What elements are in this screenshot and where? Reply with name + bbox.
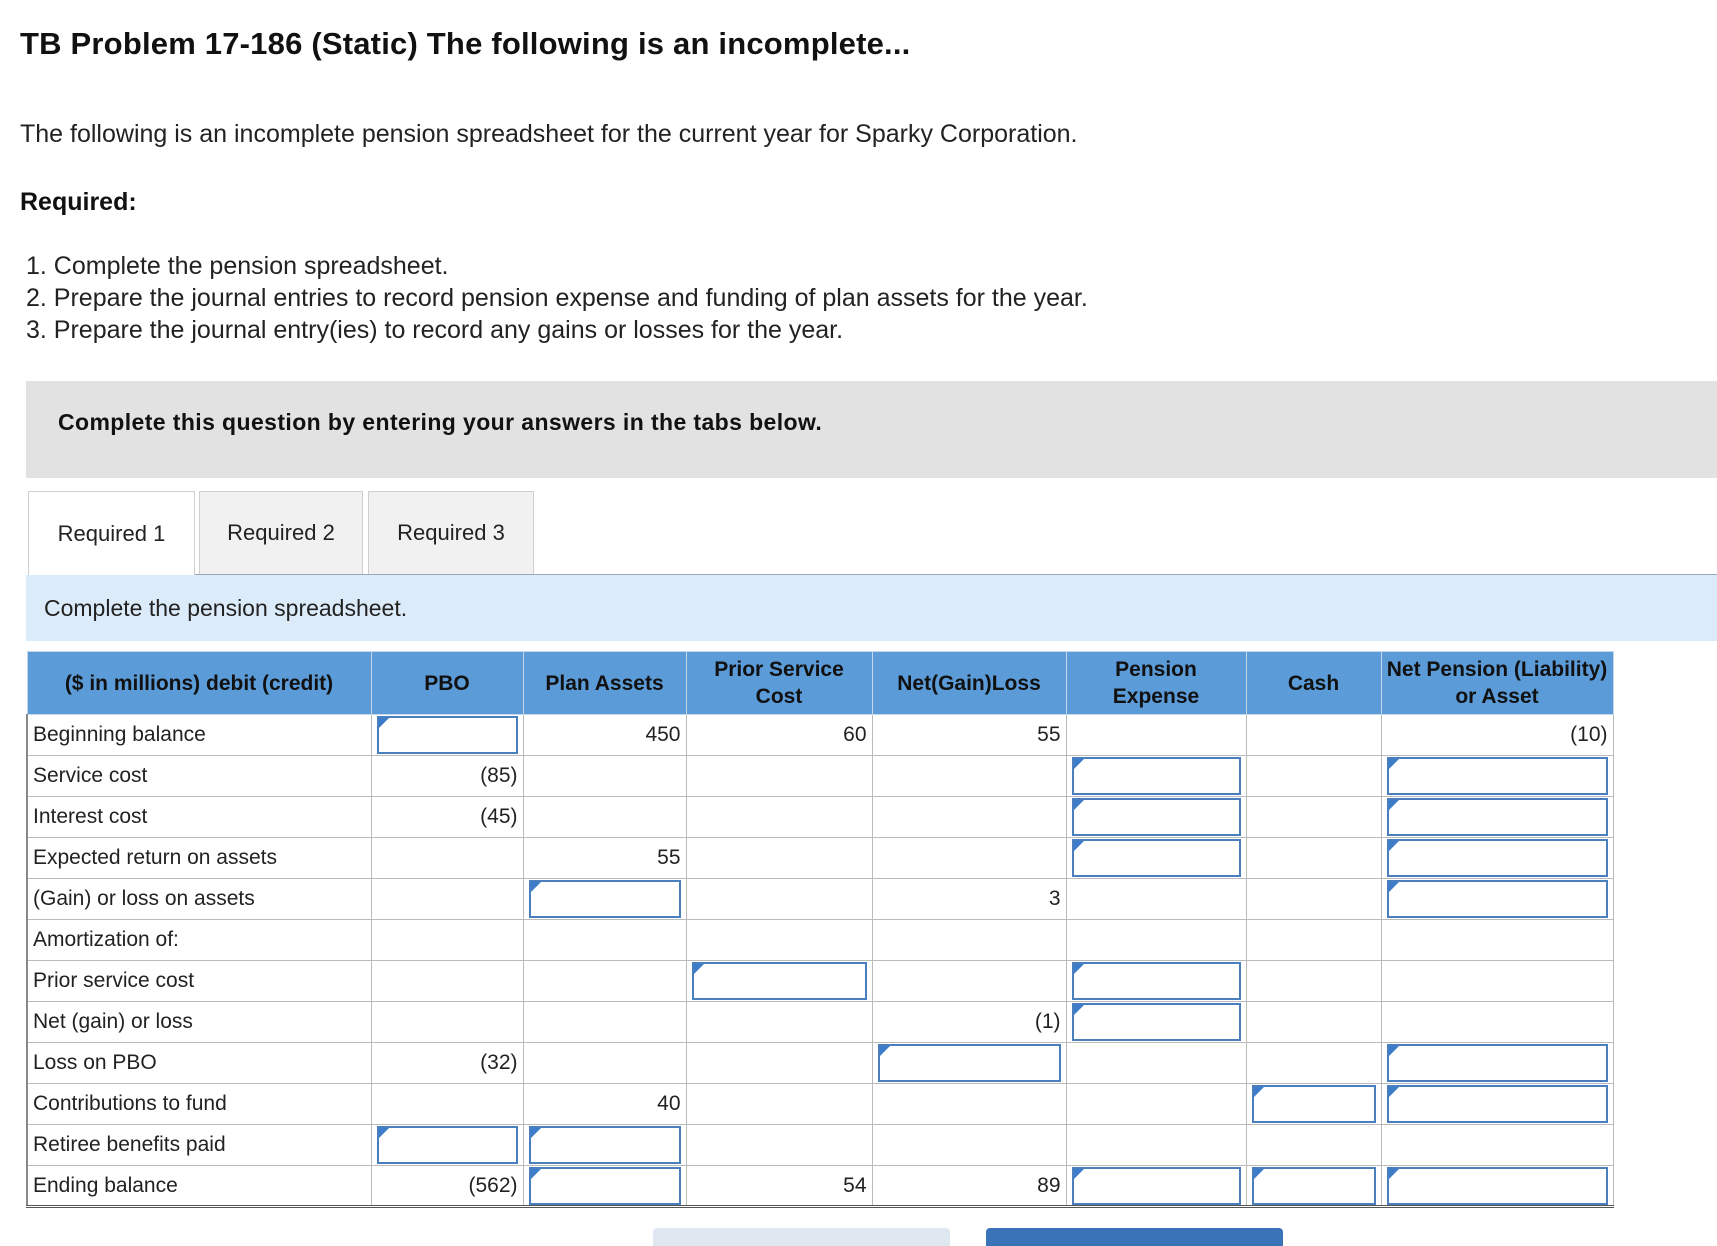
row-label: Interest cost	[27, 797, 371, 838]
cell-input-wrapper	[1381, 797, 1613, 838]
column-header: Pension Expense	[1066, 652, 1246, 715]
banner-text: Complete this question by entering your answers in the tabs below.	[58, 409, 823, 435]
value-cell	[523, 1043, 686, 1084]
value-cell	[686, 1043, 872, 1084]
value-cell	[1246, 756, 1381, 797]
cell-input-wrapper	[686, 961, 872, 1002]
cell-input-wrapper	[1066, 961, 1246, 1002]
value-cell	[523, 920, 686, 961]
answer-input[interactable]	[529, 880, 681, 918]
answer-input[interactable]	[1387, 880, 1608, 918]
value-cell	[523, 1002, 686, 1043]
value-cell	[1066, 879, 1246, 920]
cell-input-wrapper	[523, 1125, 686, 1166]
pension-spreadsheet	[26, 651, 1614, 1208]
answer-input[interactable]	[377, 716, 518, 754]
value-cell: 55	[523, 838, 686, 879]
cell-input-wrapper	[1381, 1166, 1613, 1207]
value-cell	[872, 797, 1066, 838]
value-cell	[523, 797, 686, 838]
value-cell	[686, 797, 872, 838]
answer-input[interactable]	[1252, 1085, 1376, 1123]
value-cell	[872, 920, 1066, 961]
tab-instruction	[26, 575, 1717, 641]
value-cell: 40	[523, 1084, 686, 1125]
value-cell	[686, 838, 872, 879]
answer-input[interactable]	[1387, 1085, 1608, 1123]
tab-required-3[interactable]: Required 3	[368, 491, 534, 574]
value-cell	[1246, 1125, 1381, 1166]
value-cell	[872, 1125, 1066, 1166]
value-cell	[371, 879, 523, 920]
value-cell	[1246, 920, 1381, 961]
table-row	[27, 797, 1613, 838]
value-cell	[1066, 715, 1246, 756]
value-cell	[686, 879, 872, 920]
cell-input-wrapper	[1246, 1166, 1381, 1207]
value-cell: (85)	[371, 756, 523, 797]
cell-input-wrapper	[872, 1043, 1066, 1084]
column-header: Plan Assets	[523, 652, 686, 715]
row-label: Amortization of:	[27, 920, 371, 961]
spreadsheet-header-row	[27, 652, 1613, 715]
answer-input[interactable]	[1387, 1167, 1608, 1205]
answer-input[interactable]	[1072, 962, 1241, 1000]
value-cell	[1066, 1125, 1246, 1166]
value-cell: 89	[872, 1166, 1066, 1207]
value-cell	[1246, 797, 1381, 838]
row-label: Prior service cost	[27, 961, 371, 1002]
tab-required-2[interactable]: Required 2	[199, 491, 363, 574]
table-row	[27, 756, 1613, 797]
value-cell	[872, 756, 1066, 797]
tab-required-1[interactable]: Required 1	[28, 491, 195, 575]
table-row	[27, 1084, 1613, 1125]
value-cell: (10)	[1381, 715, 1613, 756]
table-row	[27, 920, 1613, 961]
cell-input-wrapper	[1381, 838, 1613, 879]
value-cell	[1381, 1125, 1613, 1166]
table-row	[27, 1002, 1613, 1043]
instructions-banner	[26, 381, 1717, 478]
required-label: Required:	[20, 188, 137, 216]
value-cell	[523, 756, 686, 797]
row-label: Beginning balance	[27, 715, 371, 756]
value-cell: 3	[872, 879, 1066, 920]
answer-input[interactable]	[529, 1167, 681, 1205]
value-cell: 450	[523, 715, 686, 756]
value-cell	[686, 1125, 872, 1166]
answer-input[interactable]	[1072, 798, 1241, 836]
requirements-list	[26, 250, 1088, 346]
cell-input-wrapper	[1246, 1084, 1381, 1125]
value-cell	[523, 961, 686, 1002]
answer-input[interactable]	[1072, 839, 1241, 877]
cell-input-wrapper	[1381, 1043, 1613, 1084]
value-cell: 54	[686, 1166, 872, 1207]
next-button[interactable]	[986, 1228, 1283, 1246]
table-row	[27, 879, 1613, 920]
row-label: Net (gain) or loss	[27, 1002, 371, 1043]
value-cell	[872, 838, 1066, 879]
value-cell	[1246, 961, 1381, 1002]
value-cell: (1)	[872, 1002, 1066, 1043]
row-label: Loss on PBO	[27, 1043, 371, 1084]
value-cell	[1066, 1043, 1246, 1084]
cell-input-wrapper	[1381, 1084, 1613, 1125]
requirement-2: 2. Prepare the journal entries to record pension expense and funding of plan assets for the year.	[26, 284, 1088, 312]
value-cell: 60	[686, 715, 872, 756]
value-cell	[686, 1002, 872, 1043]
value-cell	[371, 1084, 523, 1125]
cell-input-wrapper	[1381, 879, 1613, 920]
answer-input[interactable]	[1387, 757, 1608, 795]
answer-input[interactable]	[1387, 798, 1608, 836]
value-cell	[1246, 838, 1381, 879]
row-label: Retiree benefits paid	[27, 1125, 371, 1166]
cell-input-wrapper	[1066, 797, 1246, 838]
table-row	[27, 1166, 1613, 1207]
cell-input-wrapper	[1066, 1166, 1246, 1207]
table-row	[27, 715, 1613, 756]
answer-input[interactable]	[1072, 1003, 1241, 1041]
value-cell: (562)	[371, 1166, 523, 1207]
table-row	[27, 838, 1613, 879]
column-header: Prior Service Cost	[686, 652, 872, 715]
value-cell	[1246, 1043, 1381, 1084]
value-cell: (45)	[371, 797, 523, 838]
table-row	[27, 1125, 1613, 1166]
value-cell	[1246, 879, 1381, 920]
cell-input-wrapper	[1381, 756, 1613, 797]
value-cell	[371, 838, 523, 879]
cell-input-wrapper	[1066, 838, 1246, 879]
value-cell	[872, 961, 1066, 1002]
value-cell	[686, 920, 872, 961]
page-title: TB Problem 17-186 (Static) The following is an incomplete...	[20, 26, 911, 61]
answer-input[interactable]	[692, 962, 867, 1000]
row-label: Service cost	[27, 756, 371, 797]
value-cell	[1246, 1002, 1381, 1043]
column-header: PBO	[371, 652, 523, 715]
value-cell	[686, 1084, 872, 1125]
value-cell: 55	[872, 715, 1066, 756]
value-cell	[1066, 1084, 1246, 1125]
value-cell	[686, 756, 872, 797]
answer-input[interactable]	[377, 1126, 518, 1164]
value-cell	[371, 1002, 523, 1043]
cell-input-wrapper	[1066, 756, 1246, 797]
answer-input[interactable]	[1387, 1044, 1608, 1082]
problem-intro: The following is an incomplete pension spreadsheet for the current year for Sparky Corporation.	[20, 120, 1078, 148]
cell-input-wrapper	[523, 1166, 686, 1207]
answer-input[interactable]	[878, 1044, 1061, 1082]
answer-input[interactable]	[1252, 1167, 1376, 1205]
table-row	[27, 961, 1613, 1002]
value-cell	[1381, 920, 1613, 961]
value-cell	[1246, 715, 1381, 756]
table-row	[27, 1043, 1613, 1084]
value-cell	[1066, 920, 1246, 961]
value-cell	[1381, 961, 1613, 1002]
cell-input-wrapper	[523, 879, 686, 920]
value-cell: (32)	[371, 1043, 523, 1084]
prev-button[interactable]	[653, 1228, 950, 1246]
column-header: ($ in millions) debit (credit)	[27, 652, 371, 715]
answer-input[interactable]	[1072, 757, 1241, 795]
row-label: Ending balance	[27, 1166, 371, 1207]
answer-input[interactable]	[1072, 1167, 1241, 1205]
value-cell	[872, 1084, 1066, 1125]
answer-input[interactable]	[1387, 839, 1608, 877]
value-cell	[371, 920, 523, 961]
answer-input[interactable]	[529, 1126, 681, 1164]
cell-input-wrapper	[371, 715, 523, 756]
spreadsheet-body	[27, 715, 1613, 1207]
cell-input-wrapper	[1066, 1002, 1246, 1043]
column-header: Net Pension (Liability) or Asset	[1381, 652, 1613, 715]
row-label: (Gain) or loss on assets	[27, 879, 371, 920]
tab-instruction-text: Complete the pension spreadsheet.	[44, 595, 408, 621]
row-label: Expected return on assets	[27, 838, 371, 879]
requirement-1: 1. Complete the pension spreadsheet.	[26, 252, 449, 280]
value-cell	[371, 961, 523, 1002]
value-cell	[1381, 1002, 1613, 1043]
column-header: Net(Gain)Loss	[872, 652, 1066, 715]
row-label: Contributions to fund	[27, 1084, 371, 1125]
column-header: Cash	[1246, 652, 1381, 715]
cell-input-wrapper	[371, 1125, 523, 1166]
requirement-3: 3. Prepare the journal entry(ies) to record any gains or losses for the year.	[26, 316, 844, 344]
